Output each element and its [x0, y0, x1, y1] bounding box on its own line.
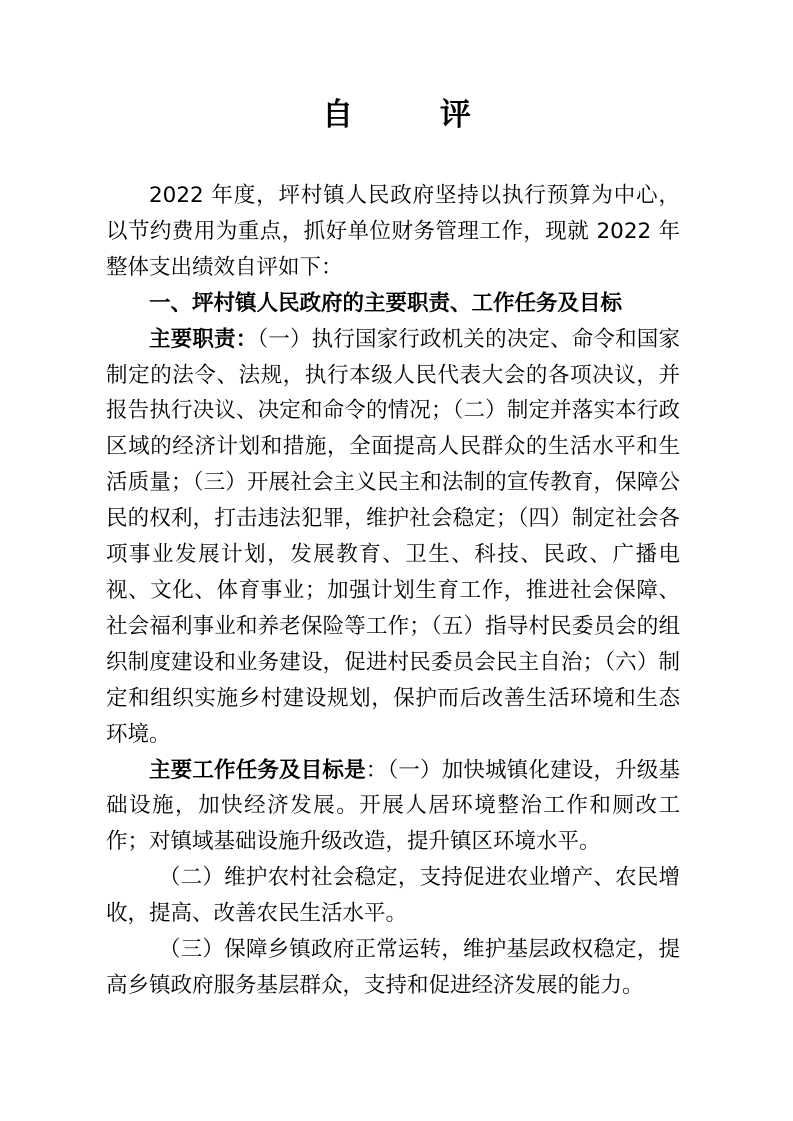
tasks-label: 主要工作任务及目标是: [149, 757, 366, 783]
duties-label: 主要职责：: [149, 326, 258, 352]
duties-text: （一）执行国家行政机关的决定、命令和国家制定的法令、法规，执行本级人民代表大会的各项决议，并报告执行决议、决定和命令的情况；（二）制定并落实本行政区域的经济计划和措施，全面提高人民群众的生活水平和生活质量；（三）开展社会主义民主和法制的宣传教育，保障公民的权利，打击违法犯罪，维护社会稳定；（四）制定社会各项事业发展计划，发展教育、卫生、科技、民政、广播电视、文化、体育事业；加强计划生育工作，推进社会保障、社会福利事业和养老保险等工作；（五）指导村民委员会的组织制度建设和业务建设，促进村民委员会民主自治；（六）制定和组织实施乡村建设规划，保护而后改善生活环境和生态环境。: [106, 326, 680, 747]
task-3-paragraph: （三）保障乡镇政府正常运转，维护基层政权稳定，提高乡镇政府服务基层群众，支持和促进经济发展的能力。: [106, 937, 680, 998]
tasks-paragraph: [106, 753, 680, 861]
duties-paragraph: [106, 322, 680, 753]
intro-paragraph: 2022 年度，坪村镇人民政府坚持以执行预算为中心，以节约费用为重点，抓好单位财务管理工作，现就 2022 年整体支出绩效自评如下：: [106, 183, 680, 280]
document-body: [106, 178, 680, 1004]
document-title: 自 评: [322, 97, 509, 133]
task-2-paragraph: （二）维护农村社会稳定，支持促进农业增产、农民增收，提高、改善农民生活水平。: [106, 865, 680, 927]
section-heading: 一、坪村镇人民政府的主要职责、工作任务及目标: [149, 290, 623, 316]
tasks-text: ：（一）加快城镇化建设，升级基础设施，加快经济发展。开展人居环境整治工作和厕改工作；对镇域基础设施升级改造，提升镇区环境水平。: [106, 757, 680, 855]
